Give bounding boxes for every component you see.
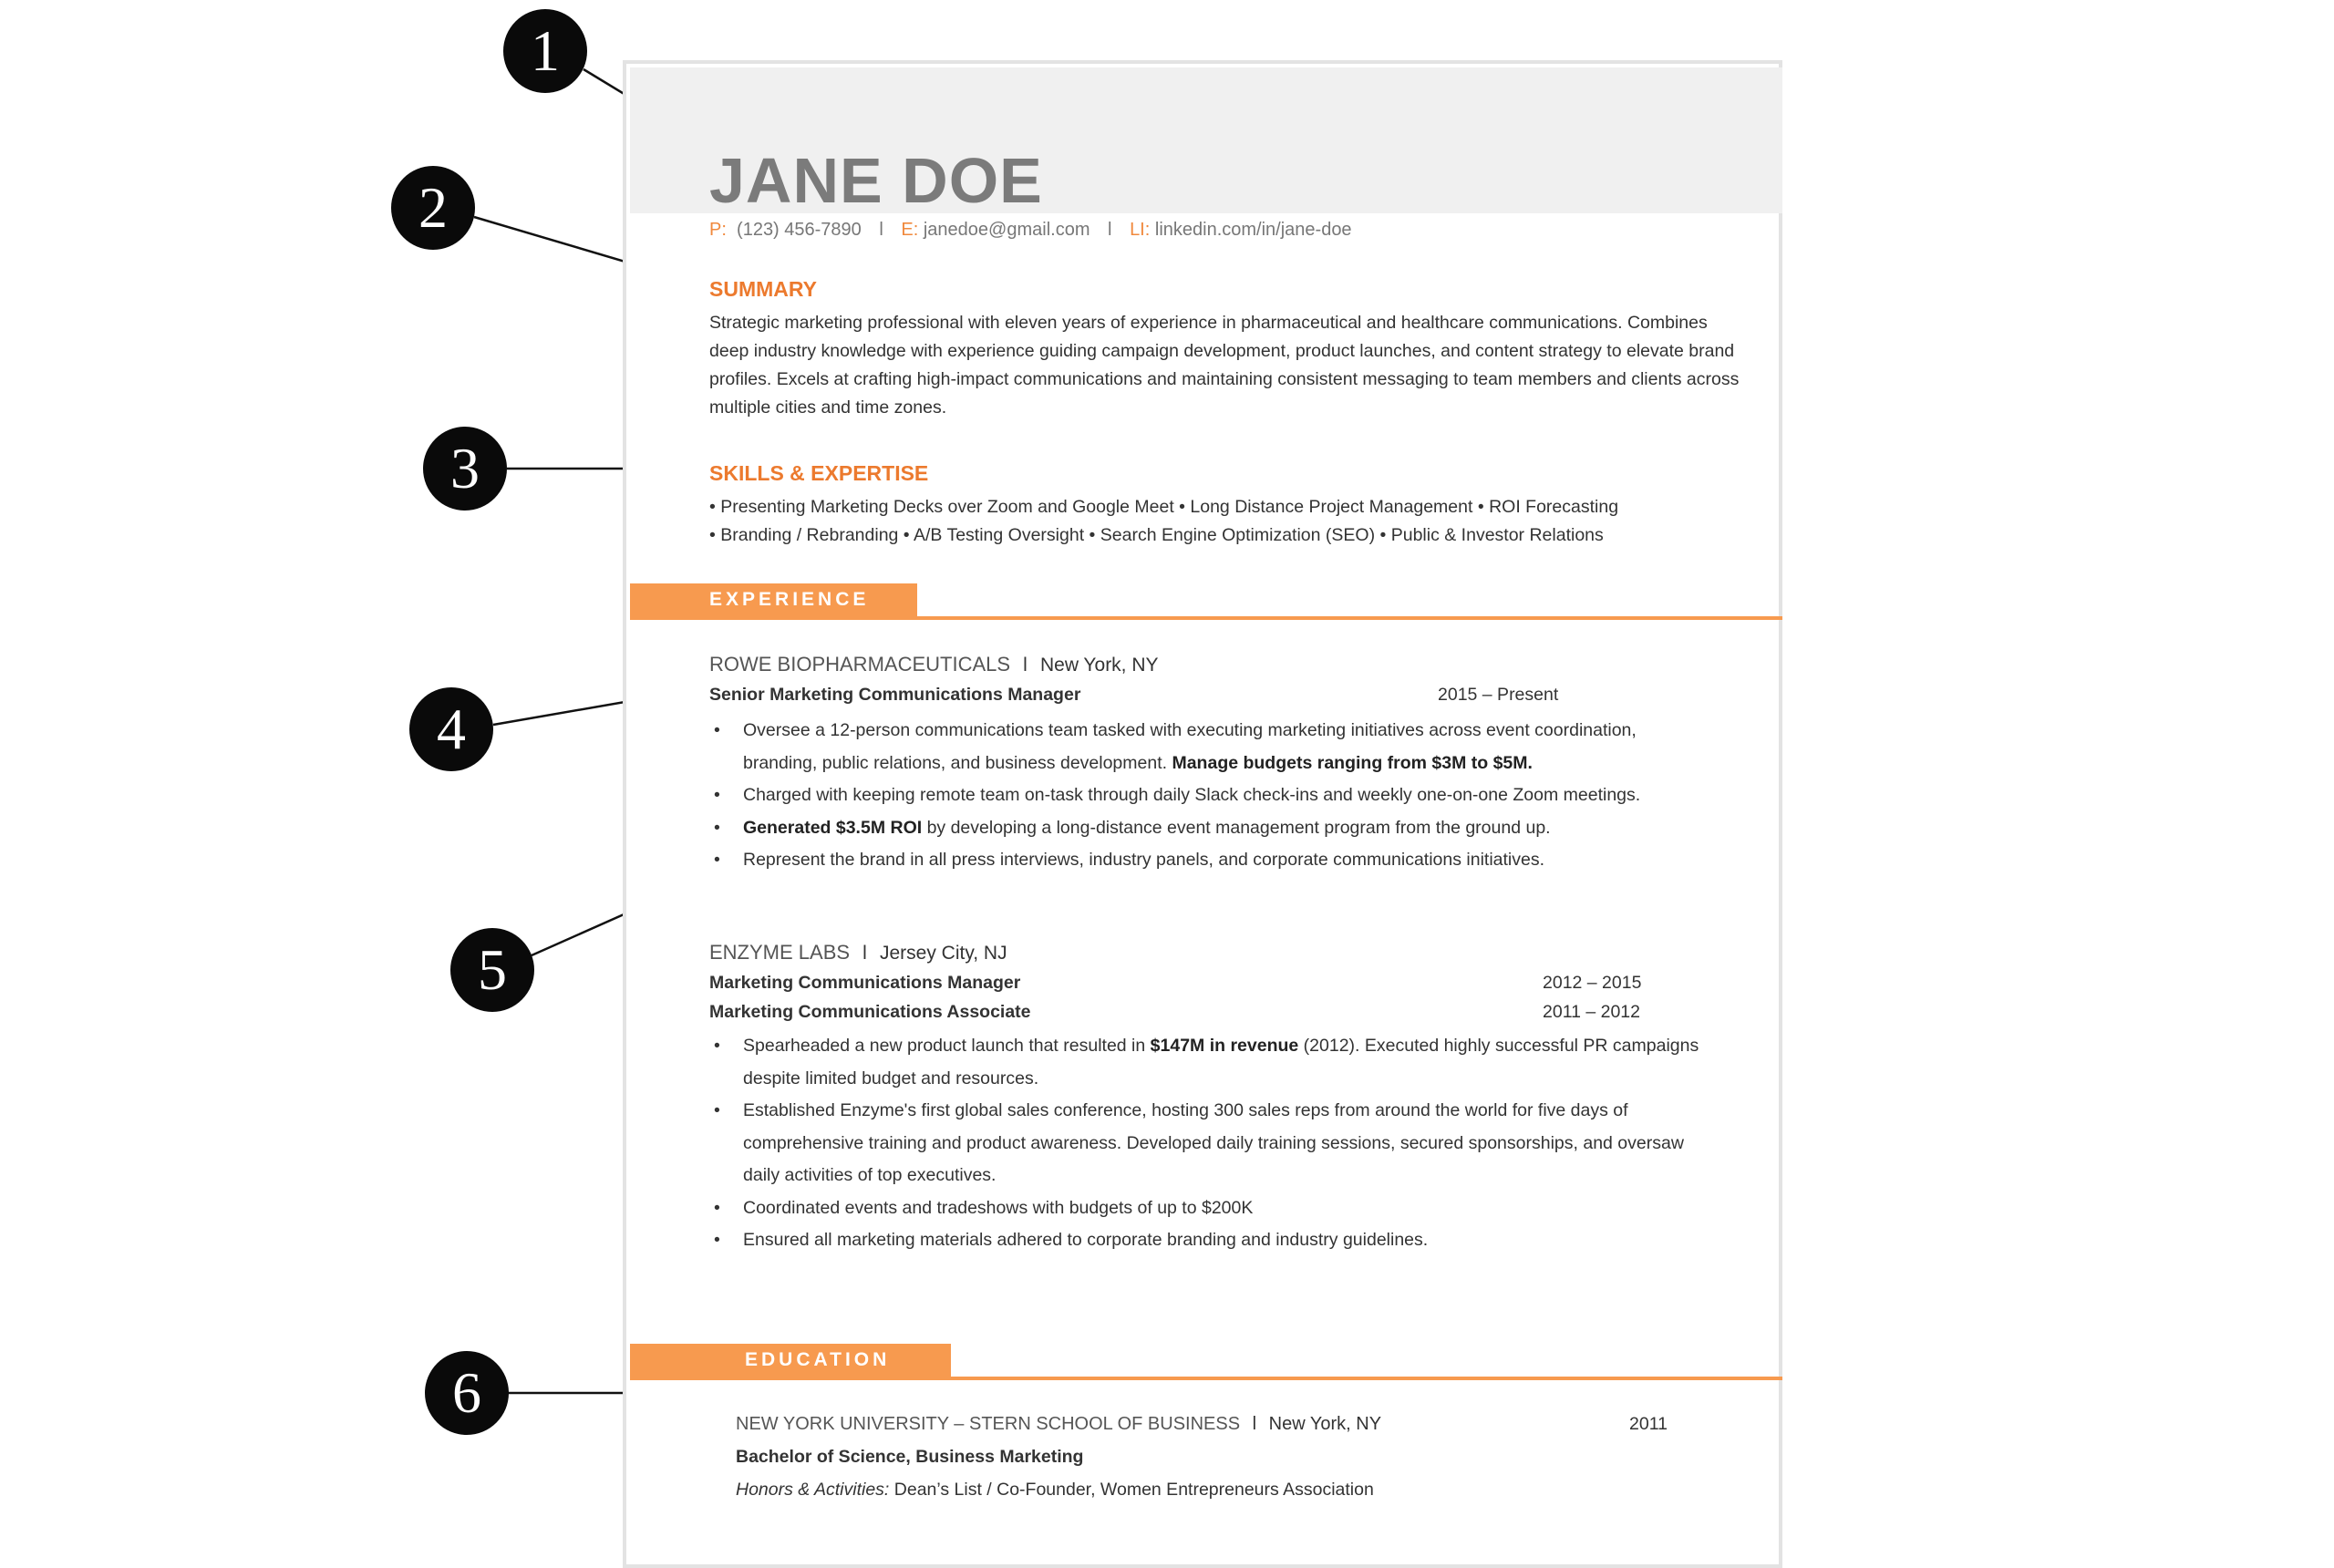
phone-label: P: [709, 220, 727, 240]
callout-5: 5 [450, 928, 534, 1012]
list-item: • Coordinated events and tradeshows with budgets of up to $200K [714, 1197, 1254, 1218]
education-title: EDUCATION [630, 1344, 951, 1377]
job-title: Senior Marketing Communications Manager [709, 685, 1081, 705]
job-dates: 2015 – Present [1438, 685, 1559, 705]
company-name: ENZYME LABS l Jersey City, NJ [709, 941, 1007, 964]
list-item: • Established Enzyme's first global sales conference, hosting 300 sales reps from around the world for five days of comprehensive training and product awareness. Developed daily training sessions, secured sponsorships, and oversaw daily activities of top executives. [714, 1100, 1684, 1185]
honors-label: Honors & Activities: [736, 1480, 890, 1500]
company-name: ROWE BIOPHARMACEUTICALS l New York, NY [709, 653, 1159, 676]
list-item: • Generated $3.5M ROI by developing a long-distance event management program from the ground up. [714, 817, 1551, 838]
experience-title: EXPERIENCE [630, 583, 917, 616]
contact-separator: l [1108, 220, 1112, 240]
school-name: NEW YORK UNIVERSITY – STERN SCHOOL OF BUSINESS l New York, NY [736, 1414, 1382, 1434]
list-item: • Ensured all marketing materials adhered to corporate branding and industry guidelines. [714, 1230, 1429, 1250]
candidate-name: JANE DOE [709, 145, 1043, 216]
contact-line [709, 217, 1352, 242]
skills-title: SKILLS & EXPERTISE [709, 461, 929, 485]
callout-4: 4 [409, 687, 493, 771]
skills-line-2: • Branding / Rebranding • A/B Testing Oversight • Search Engine Optimization (SEO) • Public & Investor Relations [709, 525, 1604, 545]
education-rule [630, 1377, 1782, 1380]
experience-rule [630, 616, 1782, 620]
callout-2: 2 [391, 166, 475, 250]
phone-value: (123) 456-7890 [737, 220, 862, 240]
contact-separator: l [879, 220, 883, 240]
list-item: • Charged with keeping remote team on-task through daily Slack check-ins and weekly one-on-one Zoom meetings. [714, 785, 1641, 805]
linkedin-label: LI: [1130, 220, 1151, 240]
summary-title: SUMMARY [709, 277, 817, 301]
linkedin-value: linkedin.com/in/jane-doe [1154, 220, 1352, 240]
callout-3: 3 [423, 427, 507, 511]
list-item: • Represent the brand in all press interviews, industry panels, and corporate communications initiatives. [714, 850, 1545, 870]
resume-page [623, 60, 1782, 1568]
honors-text: Dean’s List / Co-Founder, Women Entrepreneurs Association [889, 1480, 1374, 1500]
honors-line [736, 1476, 1374, 1503]
email-label: E: [901, 220, 919, 240]
job-dates: 2012 – 2015 [1543, 973, 1642, 993]
skills-line-1: • Presenting Marketing Decks over Zoom and Google Meet • Long Distance Project Management • ROI Forecasting [709, 497, 1619, 517]
job-bullets [709, 715, 1712, 877]
email-value: janedoe@gmail.com [923, 220, 1090, 240]
list-item: • Oversee a 12-person communications team tasked with executing marketing initiatives across event coordination, branding, public relations, and business development. Manage budgets ranging from $3M to $5M. [714, 720, 1637, 773]
degree: Bachelor of Science, Business Marketing [736, 1447, 1084, 1467]
callout-1: 1 [503, 9, 587, 93]
list-item: • Spearheaded a new product launch that resulted in $147M in revenue (2012). Executed highly successful PR campaigns despite limited budget and resources. [714, 1036, 1699, 1088]
job-dates: 2011 – 2012 [1543, 1002, 1640, 1022]
education-year: 2011 [1629, 1414, 1668, 1434]
job-title: Marketing Communications Manager [709, 973, 1021, 993]
job-title: Marketing Communications Associate [709, 1002, 1031, 1022]
summary-text: Strategic marketing professional with eleven years of experience in pharmaceutical and healthcare communications. Combines deep industry knowledge with experience guiding campaign development, product launches, and content strategy to elevate brand profiles. Excels at crafting high-impact communications and maintaining consistent messaging to team members and clients across multiple cities and time zones. [709, 313, 1740, 418]
callout-6: 6 [425, 1351, 509, 1435]
job-bullets [709, 1030, 1712, 1257]
